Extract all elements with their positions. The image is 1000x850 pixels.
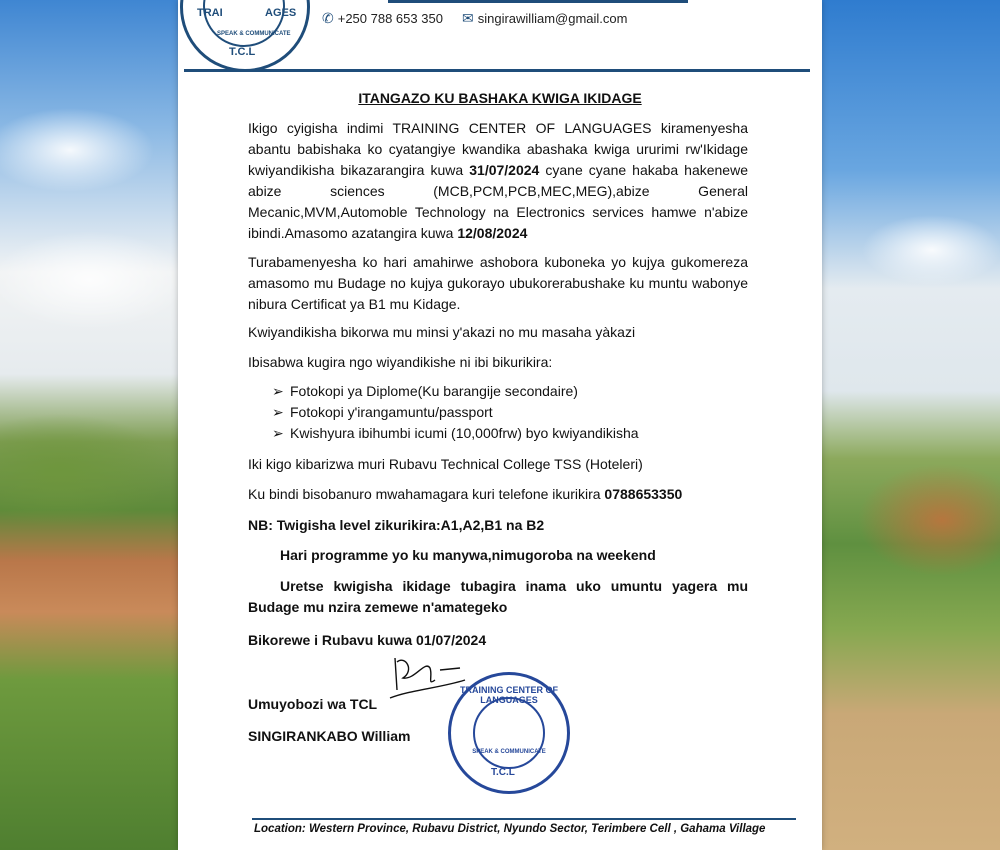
requirements-heading: Ibisabwa kugira ngo wiyandikishe ni ibi bikurikira: bbox=[248, 354, 553, 370]
announcement-title: ITANGAZO KU BASHAKA KWIGA IKIDAGE bbox=[358, 90, 642, 106]
registration-hours: Kwiyandikisha bikorwa mu minsi y'akazi no mu masaha yàkazi bbox=[248, 324, 636, 340]
mail-icon: ✉ bbox=[462, 10, 474, 26]
arrow-bullet-icon: ➢ bbox=[272, 404, 284, 420]
signatory-name: SINGIRANKABO William bbox=[248, 728, 411, 744]
phone-number: +250 788 653 350 bbox=[337, 11, 443, 26]
header-top-line bbox=[388, 0, 688, 3]
background-right bbox=[822, 0, 1000, 850]
seal-word-right: AGES bbox=[265, 7, 297, 19]
date-place: Bikorewe i Rubavu kuwa 01/07/2024 bbox=[248, 632, 487, 648]
arrow-bullet-icon: ➢ bbox=[272, 383, 284, 399]
intro-text-a: Ikigo cyigisha indimi TRAINING CENTER OF LANGUAGES kiramenyesha abantu babishaka ko cyatangiye kwandika abashaka kwiga ururimi rw'Ikidage kwiyandikisha bikazarangira kuwa bbox=[248, 120, 748, 178]
list-item: ➢ Fotokopi ya Diplome(Ku barangije secondaire) bbox=[272, 381, 578, 402]
stamp-label: T.C.L bbox=[491, 767, 515, 778]
schedule-note: Hari programme yo ku manywa,nimugoroba na weekend bbox=[280, 547, 656, 563]
stamp-ring-text: TRAINING CENTER OF LANGUAGES bbox=[460, 685, 558, 705]
announcement-document bbox=[178, 0, 822, 850]
stamp-slogan: SPEAK & COMMUNICATE bbox=[472, 749, 546, 755]
email-address: singirawilliam@gmail.com bbox=[477, 11, 628, 26]
arrow-bullet-icon: ➢ bbox=[272, 425, 284, 441]
contact-phone-number: 0788653350 bbox=[604, 486, 683, 502]
paragraph-intro bbox=[248, 118, 748, 244]
course-start-date: 12/08/2024 bbox=[457, 225, 528, 241]
seal-slogan: SPEAK & COMMUNICATE bbox=[217, 31, 291, 37]
seal-label: T.C.L bbox=[229, 46, 256, 58]
list-item: ➢ Kwishyura ibihumbi icumi (10,000frw) byo kwiyandikisha bbox=[272, 423, 639, 444]
footer-location: Location: Western Province, Rubavu District, Nyundo Sector, Terimbere Cell , Gahama Village bbox=[254, 823, 766, 835]
contact-phone bbox=[322, 10, 443, 27]
paragraph-opportunity: Turabamenyesha ko hari amahirwe ashobora kuboneka yo kujya gukomereza amasomo mu Budage no kujya gukorayo ubukorerabushake ku muntu wabonye nibura Certificat ya B1 mu Kidage. bbox=[248, 254, 748, 312]
header-seal-logo bbox=[180, 0, 310, 72]
header-rule bbox=[184, 69, 810, 72]
location-note: Iki kigo kibarizwa muri Rubavu Technical College TSS (Hoteleri) bbox=[248, 456, 643, 472]
list-item: ➢ Fotokopi y'irangamuntu/passport bbox=[272, 402, 493, 423]
contact-note: Ku bindi bisobanuro mwahamagara kuri telefone ikurikira 0788653350 bbox=[248, 486, 683, 502]
intro-text-b: cyane cyane hakaba hakenewe abize sciences (MCB,PCM,PCB,MEC,MEG),abize General Mecanic,MVM,Automoble Technology na Electronics services hamwe n'abize ibindi.Amasomo azatangira kuwa bbox=[248, 162, 748, 241]
levels-note: NB: Twigisha level zikurikira:A1,A2,B1 na B2 bbox=[248, 517, 545, 533]
signatory-role: Umuyobozi wa TCL bbox=[248, 696, 378, 712]
registration-deadline: 31/07/2024 bbox=[469, 162, 540, 178]
advice-note: Uretse kwigisha ikidage tubagira inama uko umuntu yagera mu Budage mu nzira zemewe n'amategeko bbox=[248, 578, 748, 615]
official-stamp bbox=[448, 672, 570, 794]
phone-icon: ✆ bbox=[322, 10, 334, 26]
footer-rule bbox=[252, 818, 796, 820]
contact-email bbox=[462, 10, 627, 27]
seal-word-left: TRAI bbox=[197, 7, 223, 19]
background-left bbox=[0, 0, 178, 850]
